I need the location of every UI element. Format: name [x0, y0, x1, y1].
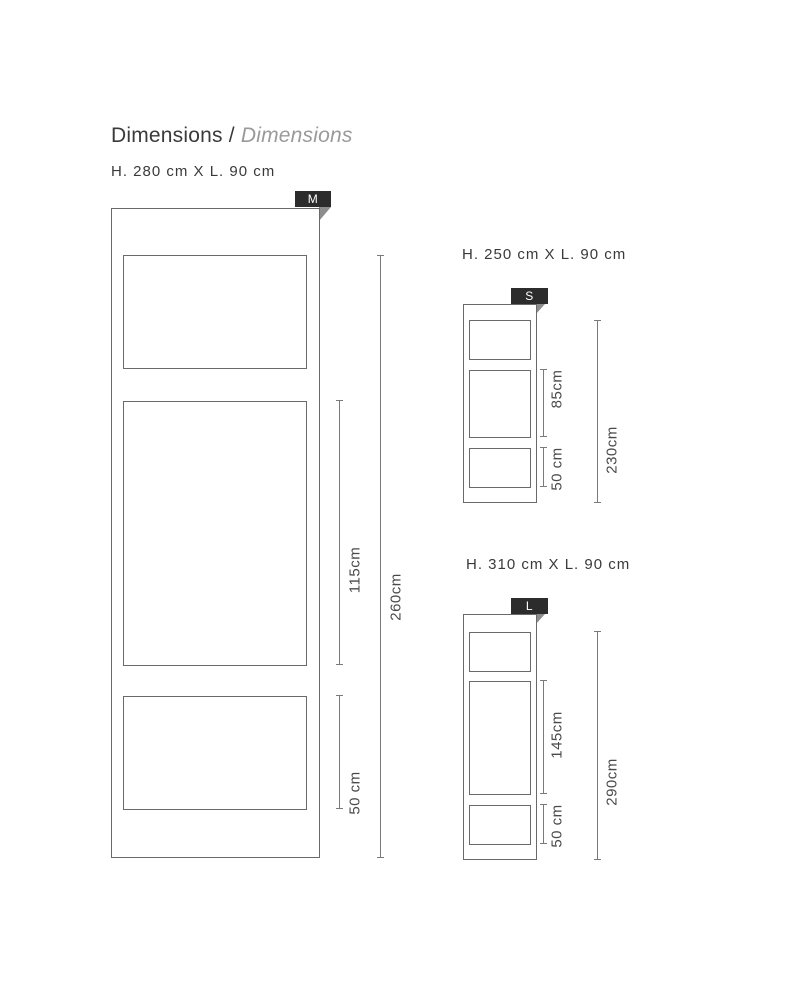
model-s-bottom-dimension-line — [543, 447, 544, 487]
model-s-door-panel — [463, 304, 537, 503]
model-m-bottom-inset — [123, 696, 307, 810]
model-s-total-dimension-label: 230cm — [603, 426, 621, 474]
model-m-middle-dimension-line — [339, 400, 340, 665]
model-l-bottom-dimension-label: 50 cm — [548, 804, 566, 848]
model-m-middle-inset — [123, 401, 307, 666]
title-italic-text: Dimensions — [240, 124, 353, 147]
model-l-bottom-inset — [469, 805, 531, 845]
model-s-bottom-inset — [469, 448, 531, 488]
model-s-total-dimension-line — [597, 320, 598, 503]
title-text: Dimensions — [111, 124, 223, 147]
model-s-middle-dimension-line — [543, 369, 544, 437]
model-l-total-dimension-line — [597, 631, 598, 860]
model-s-middle-dimension-label: 85cm — [548, 369, 566, 409]
model-l-middle-inset — [469, 681, 531, 795]
model-m-bottom-dimension-line — [339, 695, 340, 809]
title-separator: / — [228, 124, 235, 147]
model-s-top-inset — [469, 320, 531, 360]
model-m-top-inset — [123, 255, 307, 369]
model-l-middle-dimension-line — [543, 680, 544, 794]
model-l-bottom-dimension-line — [543, 804, 544, 844]
model-l-tag: L — [511, 598, 548, 614]
model-s-middle-inset — [469, 370, 531, 438]
model-m-total-dimension-label: 260cm — [387, 573, 405, 621]
model-m-fold-corner — [319, 207, 331, 221]
model-m-middle-dimension-label: 115cm — [346, 546, 364, 594]
model-l-middle-dimension-label: 145cm — [548, 711, 566, 759]
model-s-bottom-dimension-label: 50 cm — [548, 447, 566, 491]
model-l-top-inset — [469, 632, 531, 672]
model-m-bottom-dimension-label: 50 cm — [346, 771, 364, 815]
model-s-fold-corner — [536, 304, 545, 314]
model-l-fold-corner — [536, 614, 545, 624]
model-l-total-dimension-label: 290cm — [603, 758, 621, 806]
page-title — [111, 124, 353, 148]
model-s-size-label: H. 250 cm X L. 90 cm — [462, 246, 627, 263]
model-l-size-label: H. 310 cm X L. 90 cm — [466, 556, 631, 573]
model-l-door-panel — [463, 614, 537, 860]
model-m-size-label: H. 280 cm X L. 90 cm — [111, 163, 276, 180]
model-m-door-panel — [111, 208, 320, 858]
model-s-tag: S — [511, 288, 548, 304]
model-m-total-dimension-line — [380, 255, 381, 858]
model-m-tag: M — [295, 191, 331, 207]
